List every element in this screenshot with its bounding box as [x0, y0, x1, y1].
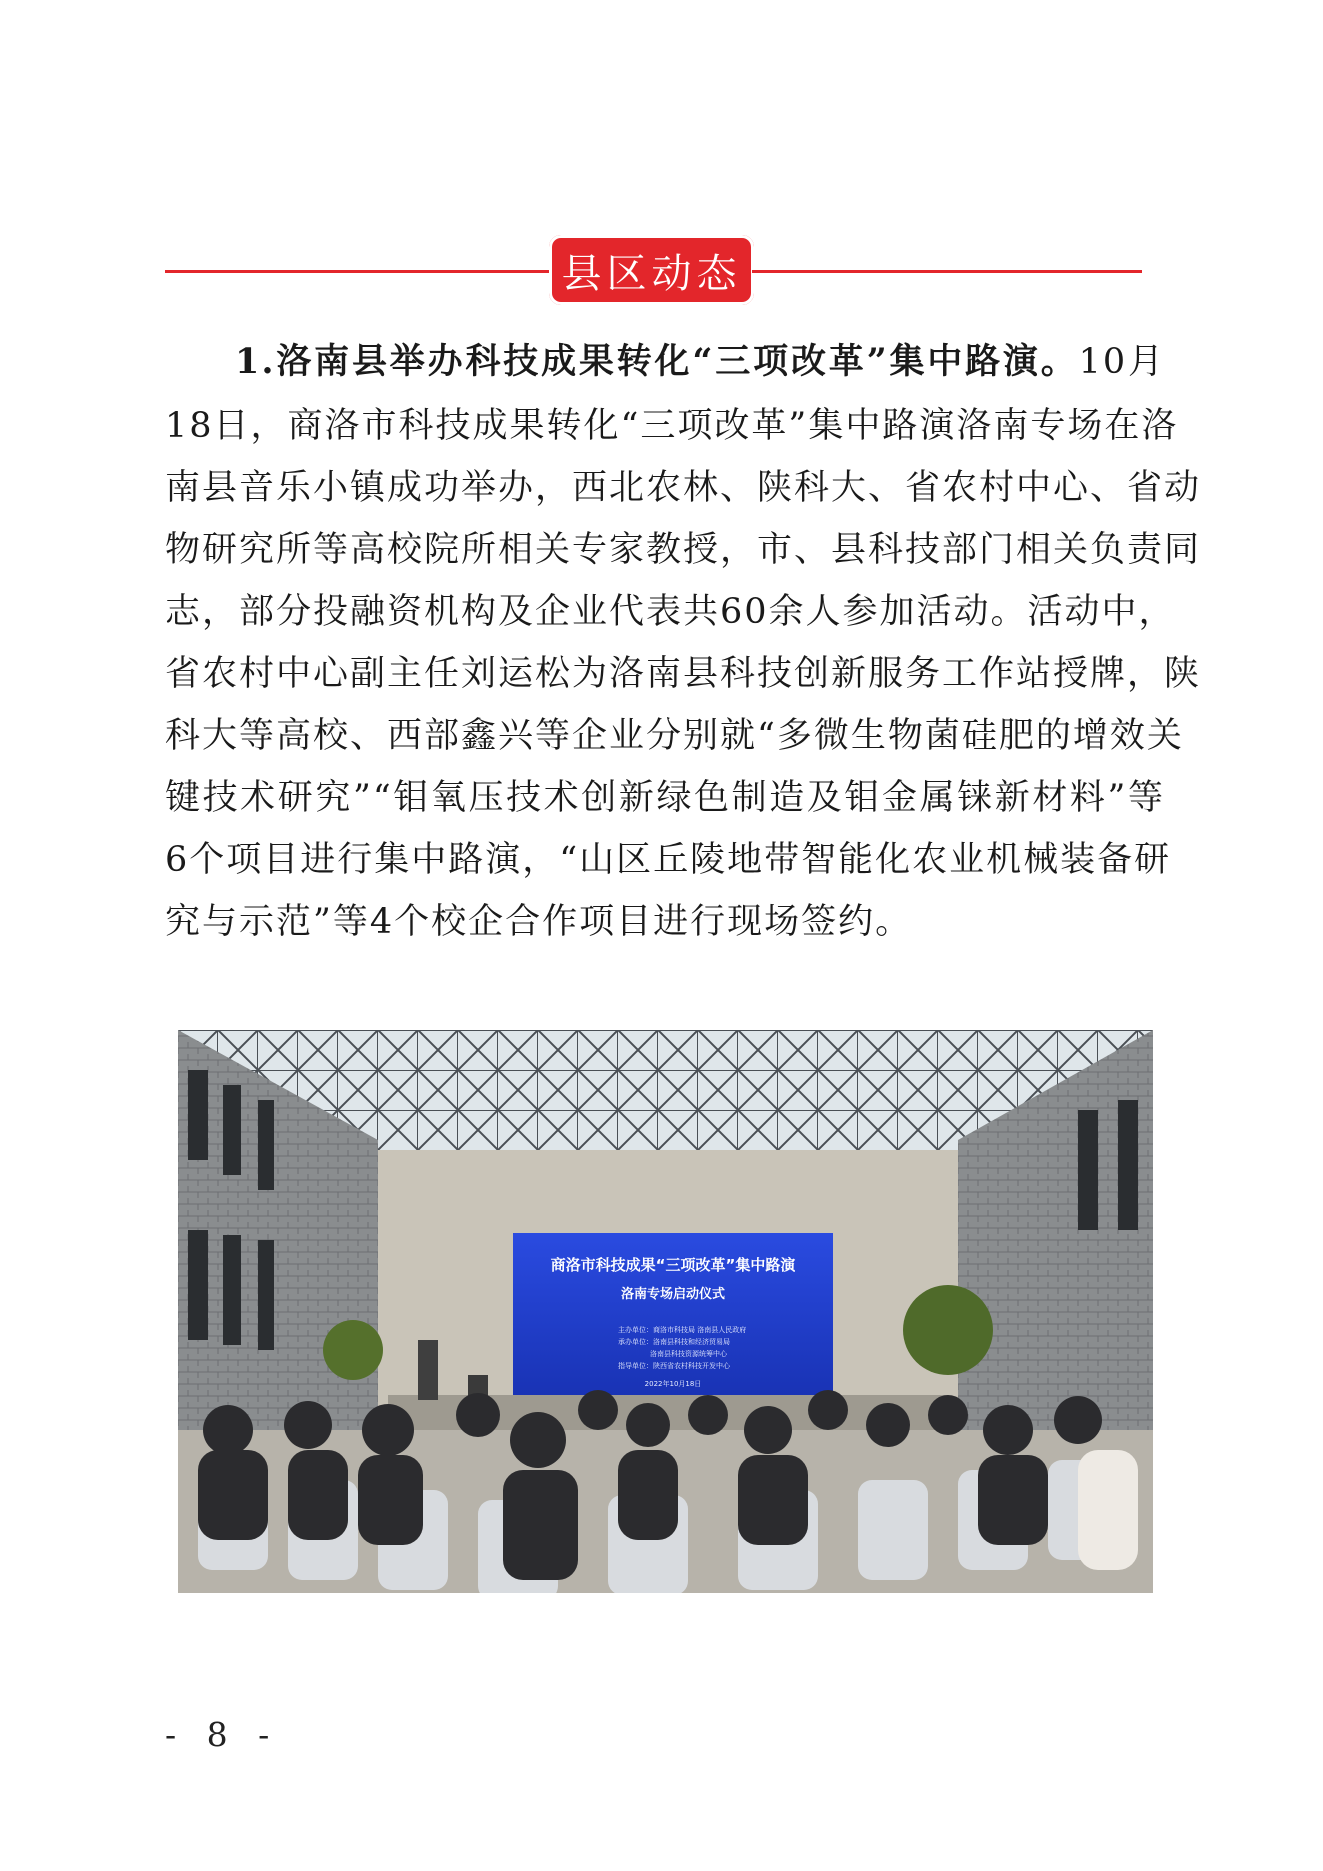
screen-line: 承办单位：洛南县科技和经济贸易局 [618, 1338, 730, 1346]
article-line: 18日，商洛市科技成果转化“三项改革”集中路演洛南专场在洛 [165, 406, 1179, 446]
article-headline-tail: 10月 [1078, 342, 1165, 382]
screen-line: 指导单位：陕西省农村科技开发中心 [618, 1362, 730, 1370]
screen-date: 2022年10月18日 [644, 1380, 702, 1388]
article-line: 科大等高校、西部鑫兴等企业分别就“多微生物菌硅肥的增效关 [165, 716, 1184, 756]
article-line [235, 332, 1165, 392]
article-line: 南县音乐小镇成功举办，西北农林、陕科大、省农村中心、省动 [165, 468, 1202, 508]
page-number: - 8 - [165, 1715, 280, 1754]
header-rule-left [165, 270, 550, 273]
screen-title: 商洛市科技成果“三项改革”集中路演 [550, 1256, 796, 1274]
article-line: 志，部分投融资机构及企业代表共60余人参加活动。活动中， [165, 592, 1176, 632]
event-photo [178, 1030, 1153, 1593]
screen-line: 主办单位：商洛市科技局 洛南县人民政府 [618, 1326, 747, 1334]
article-line: 键技术研究”“钼氧压技术创新绿色制造及钼金属铼新材料”等 [165, 778, 1165, 818]
section-header [0, 0, 1323, 300]
screen-subtitle: 洛南专场启动仪式 [620, 1287, 726, 1302]
article-headline: 1.洛南县举办科技成果转化“三项改革”集中路演。 [235, 341, 1079, 382]
section-title-badge [549, 235, 754, 305]
article-line: 究与示范”等4个校企合作项目进行现场签约。 [165, 902, 913, 942]
article-line: 物研究所等高校院所相关专家教授，市、县科技部门相关负责同 [165, 530, 1202, 570]
header-rule-right [752, 270, 1142, 273]
section-title: 县区动态 [561, 250, 742, 297]
article-line: 省农村中心副主任刘运松为洛南县科技创新服务工作站授牌，陕 [165, 654, 1202, 694]
article-line: 6个项目进行集中路演，“山区丘陵地带智能化农业机械装备研 [165, 840, 1172, 880]
screen-line: 洛南县科技资源统筹中心 [650, 1350, 727, 1358]
